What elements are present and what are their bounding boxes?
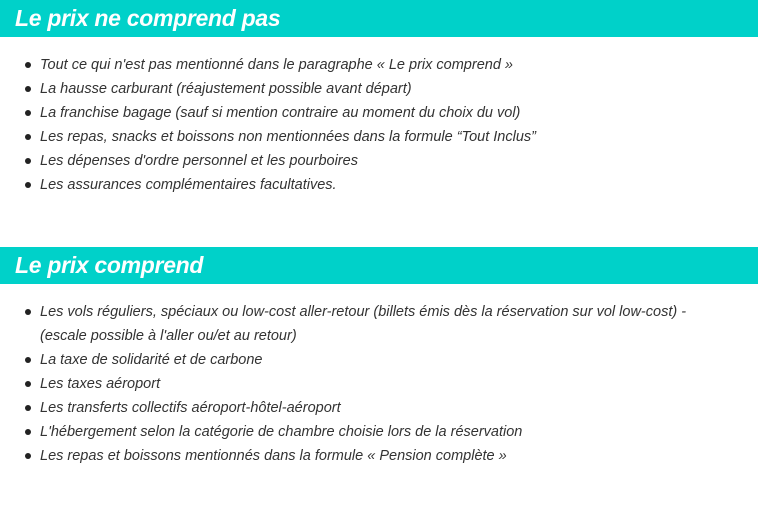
section-price-excludes — [0, 0, 758, 193]
bullet-icon — [25, 86, 31, 92]
bullet-icon — [25, 182, 31, 188]
list-item-text: Les dépenses d'ordre personnel et les pourboires — [40, 153, 358, 169]
list-item-text: L'hébergement selon la catégorie de chambre choisie lors de la réservation — [40, 424, 523, 440]
section-title: Le prix ne comprend pas — [15, 5, 281, 31]
bullet-icon — [25, 110, 31, 116]
list-item-text: Les vols réguliers, spéciaux ou low-cost aller-retour (billets émis dès la réservation sur vol low-cost) - (escale possible à l'aller ou/et au retour) — [40, 304, 687, 344]
bullet-icon — [25, 357, 31, 363]
list-item — [0, 396, 758, 420]
list-item — [0, 420, 758, 444]
section-price-includes — [0, 247, 758, 464]
bullet-icon — [25, 453, 31, 459]
bullet-icon — [25, 134, 31, 140]
list-item — [0, 125, 758, 149]
list-item — [0, 444, 758, 468]
list-item-text: La franchise bagage (sauf si mention contraire au moment du choix du vol) — [40, 105, 521, 121]
list-item-text: Les transferts collectifs aéroport-hôtel-aéroport — [40, 400, 341, 416]
list-item — [0, 348, 758, 372]
bullet-icon — [25, 381, 31, 387]
bullet-icon — [25, 309, 31, 315]
bullet-icon — [25, 405, 31, 411]
list-item — [0, 101, 758, 125]
bullet-list — [0, 53, 758, 197]
section-header — [0, 0, 758, 37]
list-item-text: Les repas et boissons mentionnés dans la formule « Pension complète » — [40, 448, 507, 464]
section-title: Le prix comprend — [15, 252, 204, 278]
list-item — [0, 300, 758, 348]
list-item-text: Les taxes aéroport — [40, 376, 161, 392]
list-item — [0, 53, 758, 77]
list-item-text: Les assurances complémentaires facultatives. — [40, 177, 337, 193]
section-header — [0, 247, 758, 284]
list-item — [0, 77, 758, 101]
list-item — [0, 372, 758, 396]
bullet-icon — [25, 62, 31, 68]
list-item — [0, 173, 758, 197]
list-item-text: La taxe de solidarité et de carbone — [40, 352, 263, 368]
list-item-text: Tout ce qui n'est pas mentionné dans le paragraphe « Le prix comprend » — [40, 57, 513, 73]
list-item — [0, 149, 758, 173]
bullet-icon — [25, 429, 31, 435]
list-item-text: La hausse carburant (réajustement possible avant départ) — [40, 81, 412, 97]
bullet-icon — [25, 158, 31, 164]
bullet-list — [0, 300, 758, 468]
list-item-text: Les repas, snacks et boissons non mentionnées dans la formule “Tout Inclus” — [40, 129, 536, 145]
